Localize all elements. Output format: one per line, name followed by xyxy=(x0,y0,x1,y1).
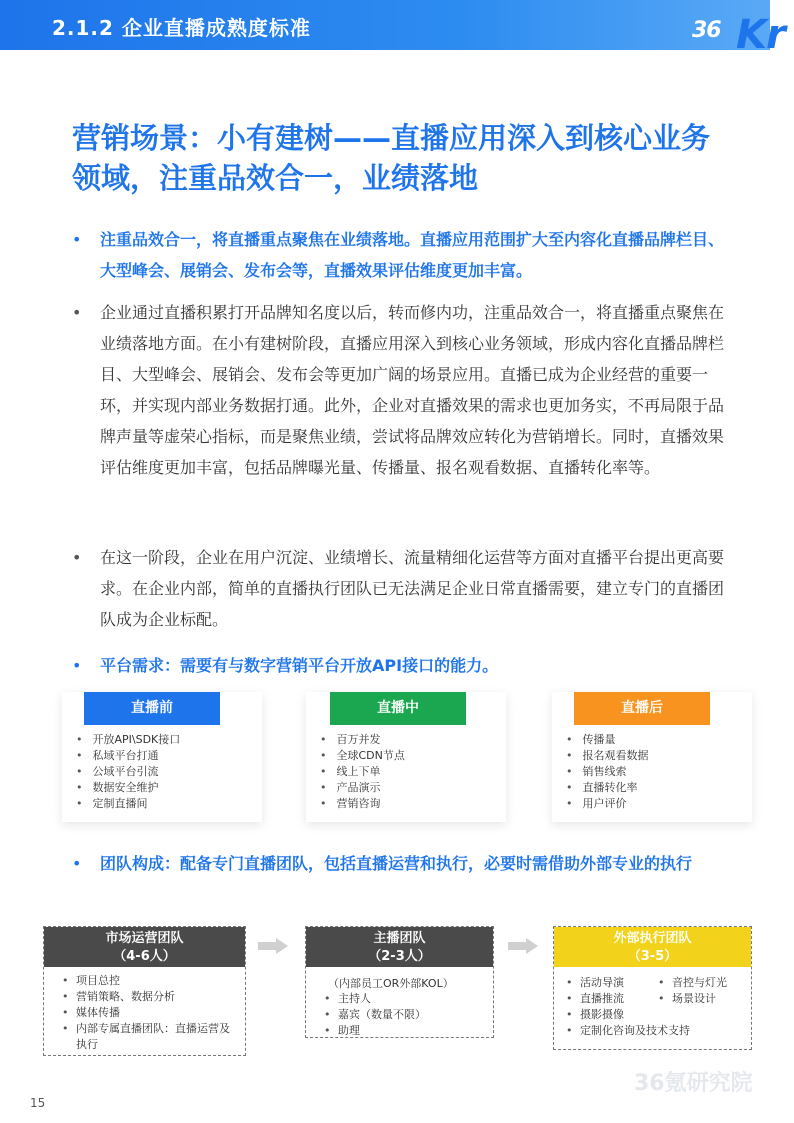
team-header xyxy=(306,927,493,967)
team-list xyxy=(62,973,238,1053)
list-item: • 助理 xyxy=(324,1023,484,1039)
bullet-platform-need xyxy=(72,650,732,681)
list-item: • 场景设计 xyxy=(658,991,748,1007)
phase-list xyxy=(566,732,649,812)
list-item: • 销售线索 xyxy=(566,764,649,780)
team-title: 市场运营团队 xyxy=(105,931,184,946)
team-size: （4-6人） xyxy=(113,949,176,964)
list-item: • 私域平台打通 xyxy=(76,748,180,764)
list-item: • 营销策略、数据分析 xyxy=(62,989,238,1005)
bullet-dot-icon: • xyxy=(72,548,82,567)
team-list xyxy=(324,991,484,1039)
list-item: • 音控与灯光 xyxy=(658,975,748,991)
page-title: 营销场景：小有建树——直播应用深入到核心业务领域，注重品效合一，业绩落地 xyxy=(72,121,711,195)
list-item: • 媒体传播 xyxy=(62,1005,238,1021)
list-item: • 项目总控 xyxy=(62,973,238,989)
phase-title: 直播前 xyxy=(84,692,220,725)
list-item: • 定制化咨询及技术支持 xyxy=(566,1023,746,1039)
list-item: • 百万并发 xyxy=(320,732,405,748)
bullet-team-structure xyxy=(72,848,732,879)
bullet-text: 团队构成：配备专门直播团队，包括直播运营和执行，必要时需借助外部专业的执行 xyxy=(100,854,693,873)
phase-card-after xyxy=(552,692,752,822)
list-item: • 直播推流 xyxy=(566,991,656,1007)
team-list-right xyxy=(658,975,748,1007)
arrow-right-icon xyxy=(508,938,538,954)
phase-card-during xyxy=(306,692,506,822)
list-item: • 主持人 xyxy=(324,991,484,1007)
list-item: • 传播量 xyxy=(566,732,649,748)
list-item: • 数据安全维护 xyxy=(76,780,180,796)
watermark: 36氪研究院 xyxy=(634,1071,753,1096)
section-title: 2.1.2 企业直播成熟度标准 xyxy=(52,16,311,40)
arrow-right-icon xyxy=(258,938,288,954)
bullet-text: 平台需求：需要有与数字营销平台开放API接口的能力。 xyxy=(100,656,499,675)
bullet-text: 注重品效合一，将直播重点聚焦在业绩落地。直播应用范围扩大至内容化直播品牌栏目、大型峰会、展销会、发布会等，直播效果评估维度更加丰富。 xyxy=(100,230,725,280)
phase-list xyxy=(76,732,180,812)
bullet-dot-icon: • xyxy=(72,303,82,322)
list-item: • 全球CDN节点 xyxy=(320,748,405,764)
team-box-marketing xyxy=(43,926,246,1056)
team-title: 外部执行团队 xyxy=(613,931,692,946)
list-item: • 活动导演 xyxy=(566,975,656,991)
header-bar xyxy=(0,0,770,50)
list-item: • 线上下单 xyxy=(320,764,405,780)
logo-number: 36 xyxy=(692,18,721,43)
list-item: • 产品演示 xyxy=(320,780,405,796)
team-list-full xyxy=(566,1023,746,1039)
logo-letters: Kr xyxy=(736,12,785,58)
bullet-dot-icon: • xyxy=(72,854,82,873)
bullet-dot-icon: • xyxy=(72,656,82,675)
bullet-dot-icon: • xyxy=(72,230,82,249)
team-box-anchor xyxy=(305,926,494,1038)
bullet-summary xyxy=(72,224,732,286)
page-number: 15 xyxy=(30,1096,46,1110)
team-size: （2-3人） xyxy=(368,949,431,964)
list-item: • 用户评价 xyxy=(566,796,649,812)
list-item: • 直播转化率 xyxy=(566,780,649,796)
phase-title: 直播后 xyxy=(574,692,710,725)
list-item: • 营销咨询 xyxy=(320,796,405,812)
team-title: 主播团队 xyxy=(373,931,426,946)
phase-title: 直播中 xyxy=(330,692,466,725)
list-item: • 定制直播间 xyxy=(76,796,180,812)
list-item: • 内部专属直播团队：直播运营及执行 xyxy=(62,1021,238,1053)
list-item: • 报名观看数据 xyxy=(566,748,649,764)
team-header xyxy=(44,927,245,967)
team-note: （内部员工OR外部KOL） xyxy=(328,977,454,990)
list-item: • 嘉宾（数量不限） xyxy=(324,1007,484,1023)
list-item: • 公域平台引流 xyxy=(76,764,180,780)
bullet-text: 企业通过直播积累打开品牌知名度以后，转而修内功，注重品效合一，将直播重点聚焦在业绩落地方面。在小有建树阶段，直播应用深入到核心业务领域，形成内容化直播品牌栏目、大型峰会、展销会、发布会等更加广阔的场景应用。直播已成为企业经营的重要一环，并实现内部业务数据打通。此外，企业对直播效果的需求也更加务实，不再局限于品牌声量等虚荣心指标，而是聚焦业绩，尝试将品牌效应转化为营销增长。同时，直播效果评估维度更加丰富，包括品牌曝光量、传播量、报名观看数据、直播转化率等。 xyxy=(100,303,725,477)
bullet-text: 在这一阶段，企业在用户沉淀、业绩增长、流量精细化运营等方面对直播平台提出更高要求。在企业内部，简单的直播执行团队已无法满足企业日常直播需要，建立专门的直播团队成为企业标配。 xyxy=(100,548,725,629)
phase-card-before xyxy=(62,692,262,822)
brand-logo xyxy=(692,12,794,58)
team-box-external xyxy=(553,926,752,1050)
phase-list xyxy=(320,732,405,812)
team-size: （3-5） xyxy=(627,949,678,964)
list-item: • 摄影摄像 xyxy=(566,1007,656,1023)
team-list-left xyxy=(566,975,656,1023)
team-header xyxy=(554,927,751,967)
bullet-paragraph xyxy=(72,542,732,635)
bullet-paragraph xyxy=(72,297,732,483)
list-item: • 开放API\SDK接口 xyxy=(76,732,180,748)
